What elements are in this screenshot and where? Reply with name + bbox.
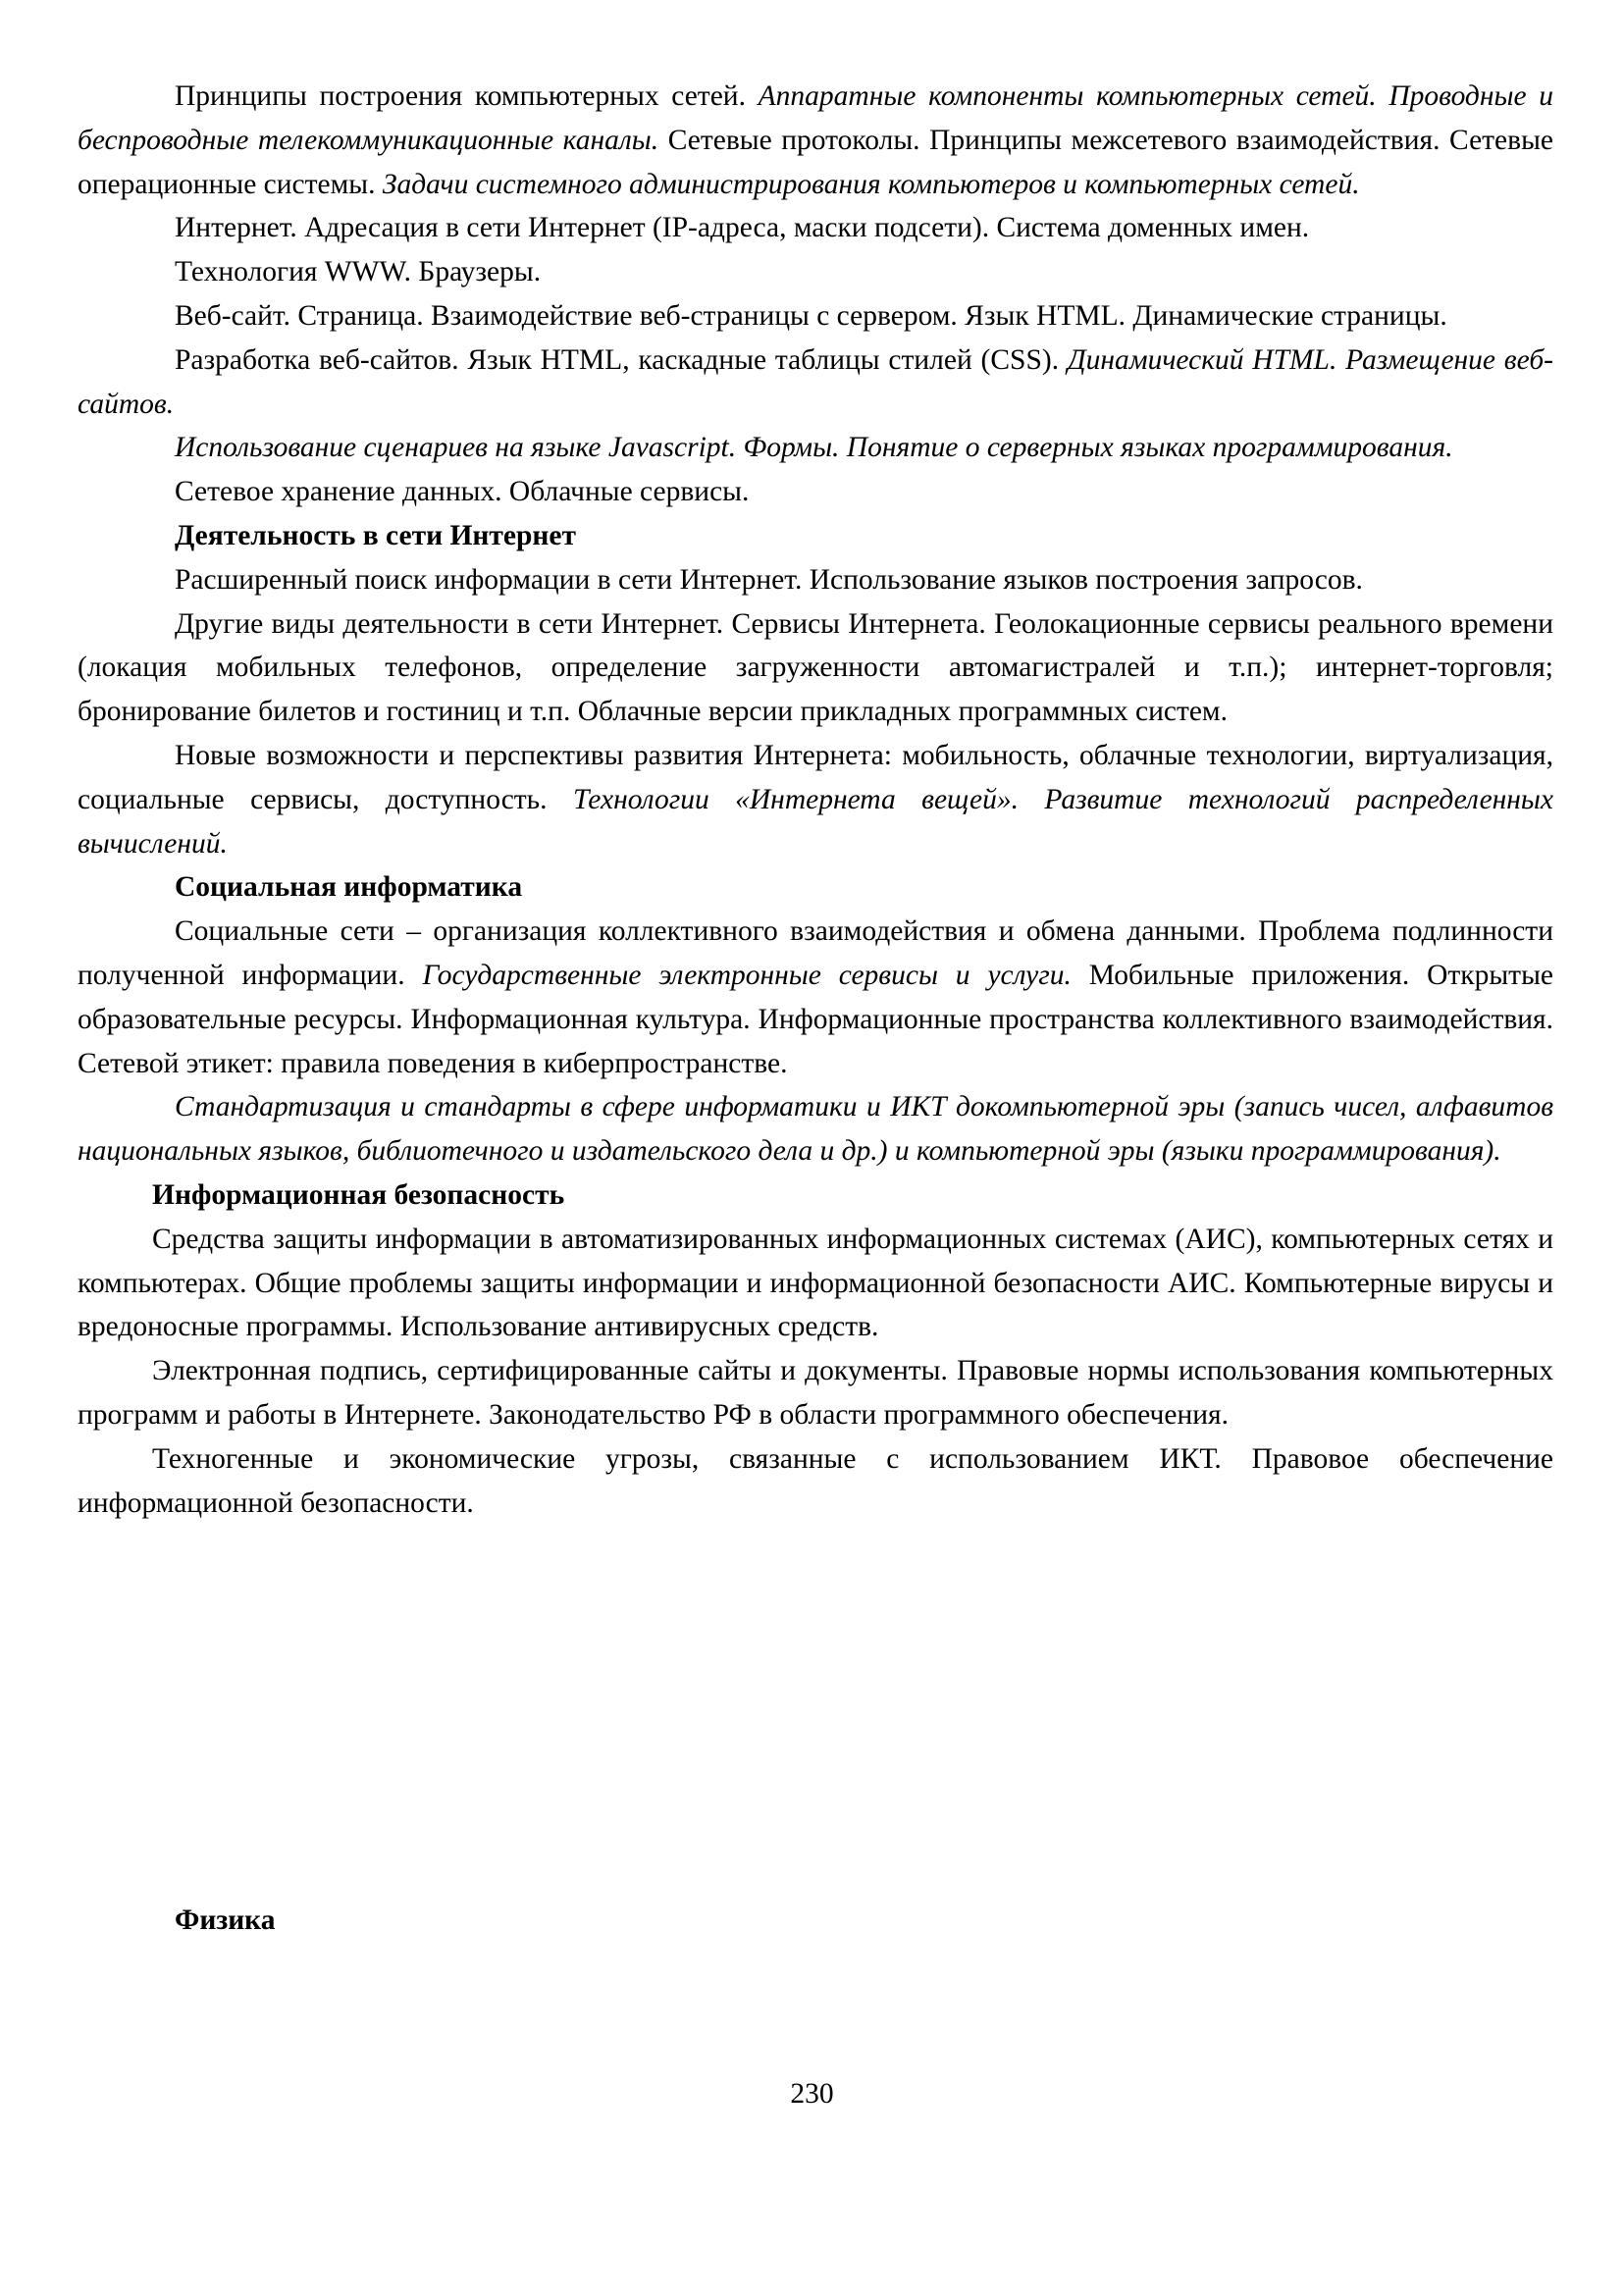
text-run: Деятельность в сети Интернет: [175, 519, 576, 551]
section-heading-heading-internet-activity: [78, 514, 1553, 558]
page-number: 230: [790, 2078, 834, 2110]
italic-text: Динамический HTML. Размещение веб-сайтов.: [78, 343, 1553, 420]
paragraph-website-development: [78, 339, 1553, 427]
text-run: Принципы построения компьютерных сетей.: [175, 80, 759, 112]
italic-text: Задачи системного администрирования компьютеров и компьютерных сетей.: [382, 168, 1360, 200]
paragraph-javascript-scenarios: [78, 426, 1553, 470]
paragraph-networks-principles: [78, 75, 1553, 206]
paragraph-protection-means: [78, 1218, 1553, 1349]
text-run: Сетевые протоколы. Принципы межсетевого взаимодействия. Сетевые операционные системы.: [78, 124, 1553, 200]
paragraph-internet-addressing: [78, 206, 1553, 250]
paragraph-advanced-search: [78, 558, 1553, 602]
text-run: Техногенные и экономические угрозы, связанные с использованием ИКТ. Правовое обеспечение информационной безопасности.: [78, 1442, 1553, 1519]
paragraph-social-networks: [78, 910, 1553, 1085]
text-run: Средства защиты информации в автоматизированных информационных системах (АИС), компьютерных сетях и компьютерах. Общие проблемы защиты информации и информационной безопасности АИС. Компьютерные вирусы и вредоносные программы. Использование антивирусных средств.: [78, 1223, 1553, 1343]
section-heading-heading-social-informatics: [78, 865, 1553, 910]
text-run: Интернет. Адресация в сети Интернет (IP-адреса, маски подсети). Система доменных имен.: [175, 212, 1310, 244]
paragraph-website-page: [78, 294, 1553, 339]
paragraph-technogenic-threats: [78, 1437, 1553, 1526]
text-run: Расширенный поиск информации в сети Интернет. Использование языков построения запросов.: [175, 563, 1363, 596]
italic-text: Государственные электронные сервисы и услуги.: [422, 959, 1072, 991]
text-run: Социальная информатика: [175, 871, 523, 904]
document-body: [78, 75, 1553, 1525]
paragraph-standardization: [78, 1085, 1553, 1174]
text-run: Электронная подпись, сертифицированные сайты и документы. Правовые нормы использования компьютерных программ и работы в Интернете. Законодательство РФ в области программного обеспечения.: [78, 1355, 1553, 1431]
text-run: Технология WWW. Браузеры.: [175, 256, 542, 288]
italic-text: Технологии «Интернета вещей». Развитие технологий распределенных вычислений.: [78, 783, 1553, 860]
paragraph-new-opportunities: [78, 734, 1553, 865]
paragraph-www-tech: [78, 250, 1553, 294]
text-run: Разработка веб-сайтов. Язык HTML, каскадные таблицы стилей (CSS).: [175, 343, 1068, 376]
text-run: Веб-сайт. Страница. Взаимодействие веб-страницы с сервером. Язык HTML. Динамические страницы.: [175, 299, 1447, 332]
text-run: Новые возможности и перспективы развития Интернета: мобильность, облачные технологии, виртуализация, социальные сервисы, доступность.: [78, 739, 1553, 815]
text-run: Сетевое хранение данных. Облачные сервисы.: [175, 476, 750, 508]
italic-text: Использование сценариев на языке Javascript. Формы. Понятие о серверных языках программирования.: [175, 432, 1453, 464]
text-run: Информационная безопасность: [152, 1178, 565, 1211]
text-run: Другие виды деятельности в сети Интернет. Сервисы Интернета. Геолокационные сервисы реального времени (локация мобильных телефонов, определение загруженности автомагистралей и т.п.); интернет-торговля; бронирование билетов и гостиниц и т.п. Облачные версии прикладных программных систем.: [78, 607, 1553, 728]
italic-text: Стандартизация и стандарты в сфере информатики и ИКТ докомпьютерной эры (запись чисел, алфавитов национальных языков, библиотечного и издательского дела и др.) и компьютерной эры (языки программирования).: [78, 1091, 1553, 1168]
text-run: Мобильные приложения. Открытые образовательные ресурсы. Информационная культура. Информационные пространства коллективного взаимодействия. Сетевой этикет: правила поведения в киберпространстве.: [78, 959, 1553, 1079]
section-heading-physics: Физика: [175, 1904, 276, 1936]
text-run: Социальные сети – организация коллективного взаимодействия и обмена данными. Проблема подлинности полученной информации.: [78, 915, 1553, 991]
paragraph-cloud-storage: [78, 470, 1553, 514]
section-heading-heading-info-security: [78, 1174, 1553, 1218]
paragraph-electronic-signature: [78, 1349, 1553, 1437]
italic-text: Аппаратные компоненты компьютерных сетей. Проводные и беспроводные телекоммуникационные каналы.: [78, 80, 1553, 156]
paragraph-other-activities: [78, 602, 1553, 734]
